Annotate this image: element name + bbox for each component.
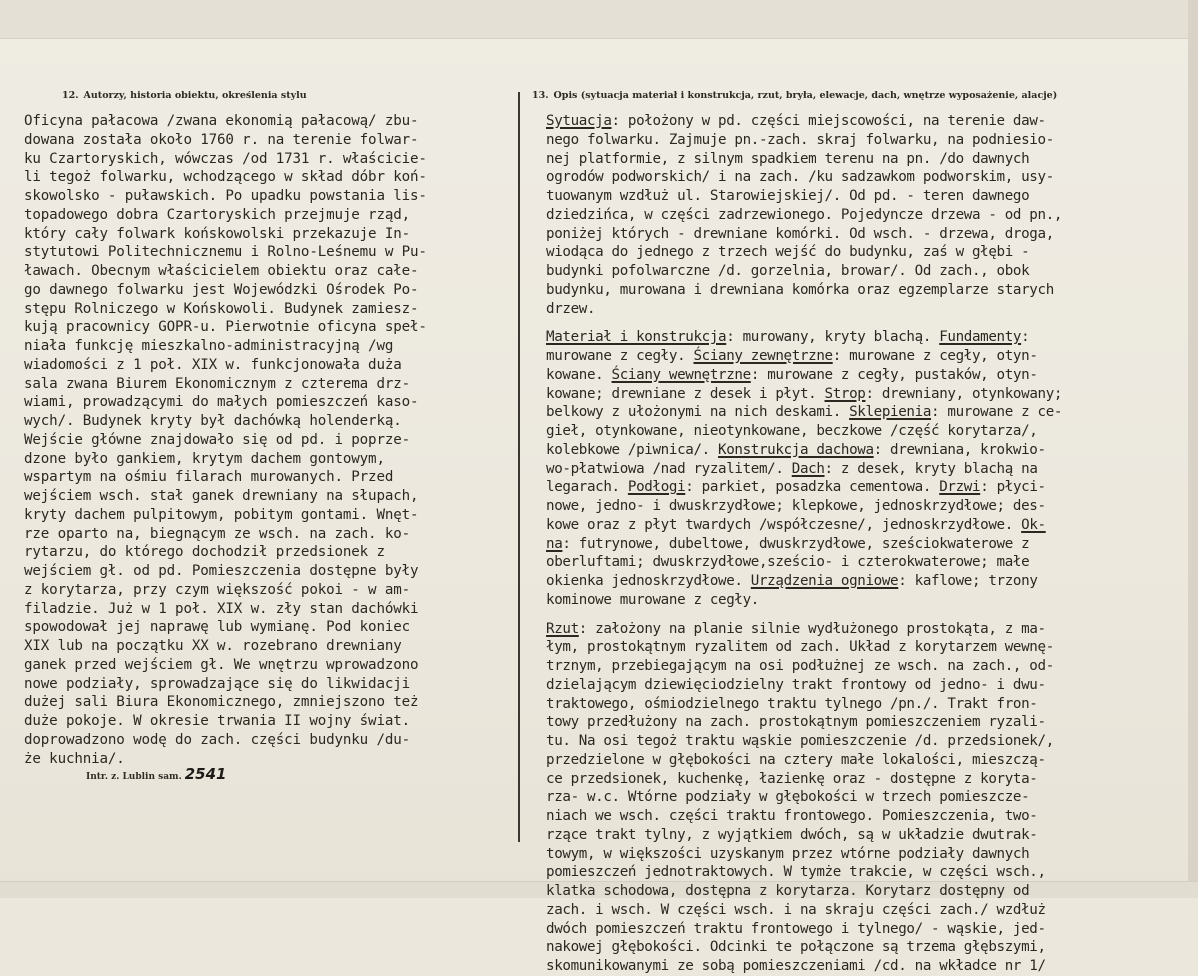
text-run: wiodąca do jednego z trzech wejść do budynku, zaś w głębi - (546, 244, 1030, 261)
section-12-title: Autorzy, historia obiektu, określenia stylu (83, 90, 307, 101)
text-line: kują pracownicy GOPR-u. Pierwotnie oficyna speł- (24, 319, 427, 336)
text-line (546, 572, 1186, 591)
text-line: duże pokoje. W okresie trwania II wojny świat. (24, 713, 411, 729)
text-line: topadowego dobra Czartoryskich przejmuje rząd, (24, 206, 411, 223)
text-line: wych/. Budynek kryty był dachówką holenderką. (24, 413, 402, 429)
text-run: niach we wsch. części traktu frontowego. Pomieszczenia, two- (546, 808, 1038, 824)
text-line: rytarzu, do którego dochodził przedsionek z (24, 544, 385, 561)
text-line: spowodował jej naprawę lub wymianę. Pod koniec (24, 619, 411, 636)
text-run: : murowane z ce- (931, 404, 1063, 421)
text-line (546, 620, 1186, 639)
text-line (546, 638, 1186, 657)
text-line (546, 460, 1186, 479)
text-run: klatka schodowa, dostępna z korytarza. Korytarz dostępny od (546, 883, 1030, 899)
text-run: legarach. (546, 479, 628, 496)
underlined-term: Materiał i konstrukcja (546, 329, 727, 346)
text-line: li tegoż folwarku, wchodzącego w skład dóbr koń- (24, 169, 427, 186)
text-line: który cały folwark końskowolski przekazuje In- (24, 225, 411, 242)
text-line (546, 788, 1186, 807)
section-13-number: 13. (532, 90, 549, 101)
text-run: wo-płatwiowa /nad ryzalitem/. (546, 460, 792, 477)
text-run: : założony na planie silnie wydłużonego prostokąta, z ma- (578, 620, 1046, 637)
text-line: Oficyna pałacowa /zwana ekonomią pałacową/ zbu- (24, 113, 419, 129)
text-run: : murowane z cegły, otyn- (832, 348, 1038, 364)
text-run: dwóch pomieszczeń traktu frontowego i tylnego/ - wąskie, jed- (546, 920, 1046, 937)
text-line (546, 281, 1186, 300)
text-line (546, 938, 1186, 957)
text-run: kowane. (546, 366, 612, 383)
text-line: wspartym na ośmiu filarach murowanych. Przed (24, 469, 394, 486)
text-line (546, 732, 1186, 751)
text-line: nowe podziały, sprowadzające się do likwidacji (24, 675, 411, 692)
text-run: : parkiet, posadzka cementowa. (685, 479, 940, 496)
text-line (546, 676, 1186, 695)
archive-stamp (86, 765, 226, 783)
text-run: towym, w większości uzyskanym przez wtórne podziały dawnych (546, 845, 1030, 862)
underlined-term: Sklepienia (849, 404, 932, 421)
text-line: doprowadzono wodę do zach. części budynku /du- (24, 731, 411, 748)
text-line (546, 497, 1186, 516)
text-run: oberluftami; dwuskrzydłowe,sześcio- i czterokwaterowe; małe (546, 554, 1030, 571)
text-line: rze oparto na, biegnącym ze wsch. na zach. ko- (24, 525, 411, 542)
paragraph-gap (546, 610, 1186, 620)
text-line (546, 920, 1186, 939)
text-line (546, 422, 1186, 441)
text-line (546, 262, 1186, 281)
text-line: sala zwana Biurem Ekonomicznym z czterema drz- (24, 375, 411, 392)
text-line: stępu Rolniczego w Końskowoli. Budynek zamiesz- (24, 300, 419, 317)
text-line: dowana została około 1760 r. na terenie folwar- (24, 131, 419, 148)
text-run: : kaflowe; trzony (898, 573, 1038, 589)
text-run: skomunikowanymi ze sobą pomieszczeniami /cd. na wkładce nr 1/ (546, 958, 1046, 974)
text-line: wiadomości z 1 poł. XIX w. funkcjonowała duża (24, 356, 402, 373)
text-line (546, 328, 1186, 347)
text-line (546, 863, 1186, 882)
text-line (546, 225, 1186, 244)
text-line (546, 826, 1186, 845)
section-12-header (62, 90, 482, 106)
text-line (546, 441, 1186, 460)
text-line (546, 478, 1186, 497)
text-line (546, 112, 1186, 131)
text-run: rzące trakt tylny, z wyjątkiem dwóch, są w układzie dwutrak- (546, 826, 1038, 843)
text-run: zach. i wsch. W części wsch. i na skraju części zach./ wzdłuż (546, 901, 1046, 918)
text-run: budynki pofolwarczne /d. gorzelnia, browar/. Od zach., obok (546, 263, 1030, 279)
underlined-term: Sytuacja (546, 113, 612, 129)
text-run: : drewniany, otynkowany; (865, 385, 1063, 402)
scan-right-edge (1188, 0, 1198, 898)
underlined-term: Ściany zewnętrzne (693, 348, 833, 364)
text-run: towy przedłużony na zach. prostokątnym pomieszczeniem ryzali- (546, 714, 1046, 731)
text-line (546, 385, 1186, 404)
history-text-column (24, 112, 514, 768)
underlined-term: Konstrukcja dachowa (718, 441, 874, 458)
text-line: skowolsko - puławskich. Po upadku powstania lis- (24, 188, 427, 204)
text-run: kominowe murowane z cegły. (546, 591, 759, 608)
text-line (546, 150, 1186, 169)
text-run: : drewniana, krokwio- (873, 441, 1046, 458)
archive-stamp-text: Intr. z. Lublin sam. (86, 772, 182, 782)
text-line (546, 516, 1186, 535)
underlined-term: Podłogi (627, 479, 686, 496)
text-run: rza- w.c. Wtórne podziały w głębokości w trzech pomieszcze- (546, 789, 1030, 806)
text-line: XIX lub na początku XX w. rozebrano drewniany (24, 638, 402, 654)
text-line (546, 957, 1186, 976)
text-line: kryty dachem pulpitowym, pobitym gontami. Wnęt- (24, 506, 419, 523)
text-line: ku Czartoryskich, wówczas /od 1731 r. właścicie- (24, 150, 427, 167)
underlined-term: Fundamenty (939, 329, 1022, 346)
text-run: dzielającym dziewięciodzielny trakt frontowy od jedno- i dwu- (546, 676, 1046, 693)
text-run: nakowej głębokości. Odcinki te połączone są trzema głębszymi, (546, 939, 1046, 956)
text-line: wiami, prowadzącymi do małych pomieszczeń kaso- (24, 394, 419, 411)
text-line: ganek przed wejściem gł. We wnętrzu wprowadzono (24, 656, 419, 673)
text-run: dziedzińca, w części zadrzewionego. Pojedyncze drzewa - od pn., (546, 206, 1063, 223)
underlined-term: Dach (791, 460, 825, 477)
text-line (546, 657, 1186, 676)
text-run: pomieszczeń jednotraktowych. W tymże trakcie, w części wsch., (546, 864, 1046, 881)
text-run: kowe oraz z płyt twardych /współczesne/, jednoskrzydłowe. (546, 516, 1022, 533)
text-line: Wejście główne znajdowało się od pd. i poprze- (24, 431, 411, 448)
text-line (546, 243, 1186, 262)
underlined-term: Drzwi (939, 479, 981, 496)
text-line (546, 300, 1186, 319)
text-line (546, 535, 1186, 554)
text-line (546, 366, 1186, 385)
text-run: kolebkowe /piwnica/. (546, 441, 719, 458)
text-line (546, 168, 1186, 187)
scan-top-edge (0, 0, 1198, 39)
text-run: : (1021, 329, 1030, 346)
text-line: niała funkcję mieszkalno-administracyjną /wg (24, 338, 394, 354)
text-run: nego folwarku. Zajmuje pn.-zach. skraj folwarku, na podniesio- (546, 131, 1054, 148)
text-run: okienka jednoskrzydłowe. (546, 573, 751, 589)
text-line: stytutowi Politechnicznemu i Rolno-Leśnemu w Pu- (24, 244, 427, 261)
text-line (546, 403, 1186, 422)
text-run: : położony w pd. części miejscowości, na terenie daw- (611, 113, 1046, 129)
inventory-number-handwritten: 2541 (184, 765, 227, 783)
text-run: nowe, jedno- i dwuskrzydłowe; klepkowe, jednoskrzydłowe; des- (546, 498, 1046, 514)
text-line: że kuchnia/. (24, 750, 125, 767)
text-run: drzew. (546, 300, 596, 317)
text-line (546, 751, 1186, 770)
text-line: dużej sali Biura Ekonomicznego, zmniejszono też (24, 694, 419, 711)
text-line (546, 347, 1186, 366)
section-13-title: Opis (sytuacja materiał i konstrukcja, rzut, bryła, elewacje, dach, wnętrze wyposażenie, alacje) (553, 90, 1058, 101)
text-run: poniżej których - drewniane komórki. Od wsch. - drzewa, droga, (546, 225, 1054, 242)
text-run: tuowanym wzdłuż ul. Starowiejskiej/. Od pd. - teren dawnego (546, 188, 1030, 204)
text-line (546, 187, 1186, 206)
text-line (546, 807, 1186, 826)
text-run: ogrodów podworskich/ i na zach. /ku sadzawkom podworskim, usy- (546, 169, 1054, 186)
text-run: murowane z cegły. (546, 348, 694, 364)
text-line (546, 770, 1186, 789)
paragraph-gap (546, 318, 1186, 328)
text-run: przedzielone w głębokości na cztery małe lokalości, mieszczą- (546, 751, 1046, 768)
text-run: : murowany, kryty blachą. (726, 329, 940, 346)
underlined-term: Urządzenia ogniowe (750, 573, 899, 589)
section-13-header (532, 90, 1172, 106)
text-run: ce przedsionek, kuchenkę, łazienkę oraz - dostępne z koryta- (546, 770, 1038, 787)
text-line: wejściem gł. od pd. Pomieszczenia dostępne były (24, 563, 419, 579)
description-text-column (546, 112, 1186, 976)
text-line (546, 695, 1186, 714)
text-line: ławach. Obecnym właścicielem obiektu oraz całe- (24, 263, 419, 279)
text-line (546, 713, 1186, 732)
column-divider (518, 92, 520, 842)
section-12-number: 12. (62, 90, 79, 101)
text-line (546, 553, 1186, 572)
text-line (546, 845, 1186, 864)
text-run: belkowy z ułożonymi na nich deskami. (546, 404, 850, 421)
text-line: filadzie. Już w 1 poł. XIX w. zły stan dachówki (24, 600, 419, 617)
underlined-term: na (546, 535, 563, 552)
text-run: traktowego, ośmiodzielnego traktu tylnego /pn./. Trakt fron- (546, 695, 1038, 712)
text-run: kowane; drewniane z desek i płyt. (546, 385, 825, 402)
text-line: go dawnego folwarku jest Wojewódzki Ośrodek Po- (24, 281, 419, 298)
text-run: trznym, przebiegającym na osi podłużnej ze wsch. na zach., od- (546, 658, 1054, 674)
text-run: : płyci- (980, 479, 1046, 496)
text-run: nej platformie, z silnym spadkiem terenu na pn. /do dawnych (546, 150, 1030, 167)
text-run: : murowane z cegły, pustaków, otyn- (750, 366, 1038, 383)
underlined-term: Ok- (1021, 516, 1046, 533)
underlined-term: Ściany wewnętrzne (611, 366, 751, 383)
text-run: gieł, otynkowane, nieotynkowane, beczkowe /część korytarza/, (546, 423, 1038, 439)
text-line (546, 591, 1186, 610)
text-run: : z desek, kryty blachą na (824, 460, 1038, 477)
text-line: z korytarza, przy czym większość pokoi - w am- (24, 581, 411, 598)
text-run: : futrynowe, dubeltowe, dwuskrzydłowe, sześciokwaterowe z (562, 535, 1030, 552)
text-run: łym, prostokątnym ryzalitem od zach. Układ z korytarzem wewnę- (546, 639, 1054, 656)
underlined-term: Strop (824, 385, 866, 402)
text-line (546, 901, 1186, 920)
text-line: dzone było gankiem, krytym dachem gontowym, (24, 450, 385, 467)
underlined-term: Rzut (546, 620, 579, 637)
text-line (546, 206, 1186, 225)
text-run: tu. Na osi tegoż traktu wąskie pomieszczenie /d. przedsionek/, (546, 733, 1054, 749)
text-line (546, 131, 1186, 150)
text-line: wejściem wsch. stał ganek drewniany na słupach, (24, 488, 419, 504)
text-run: budynku, murowana i drewniana komórka oraz egzemplarze starych (546, 281, 1054, 298)
